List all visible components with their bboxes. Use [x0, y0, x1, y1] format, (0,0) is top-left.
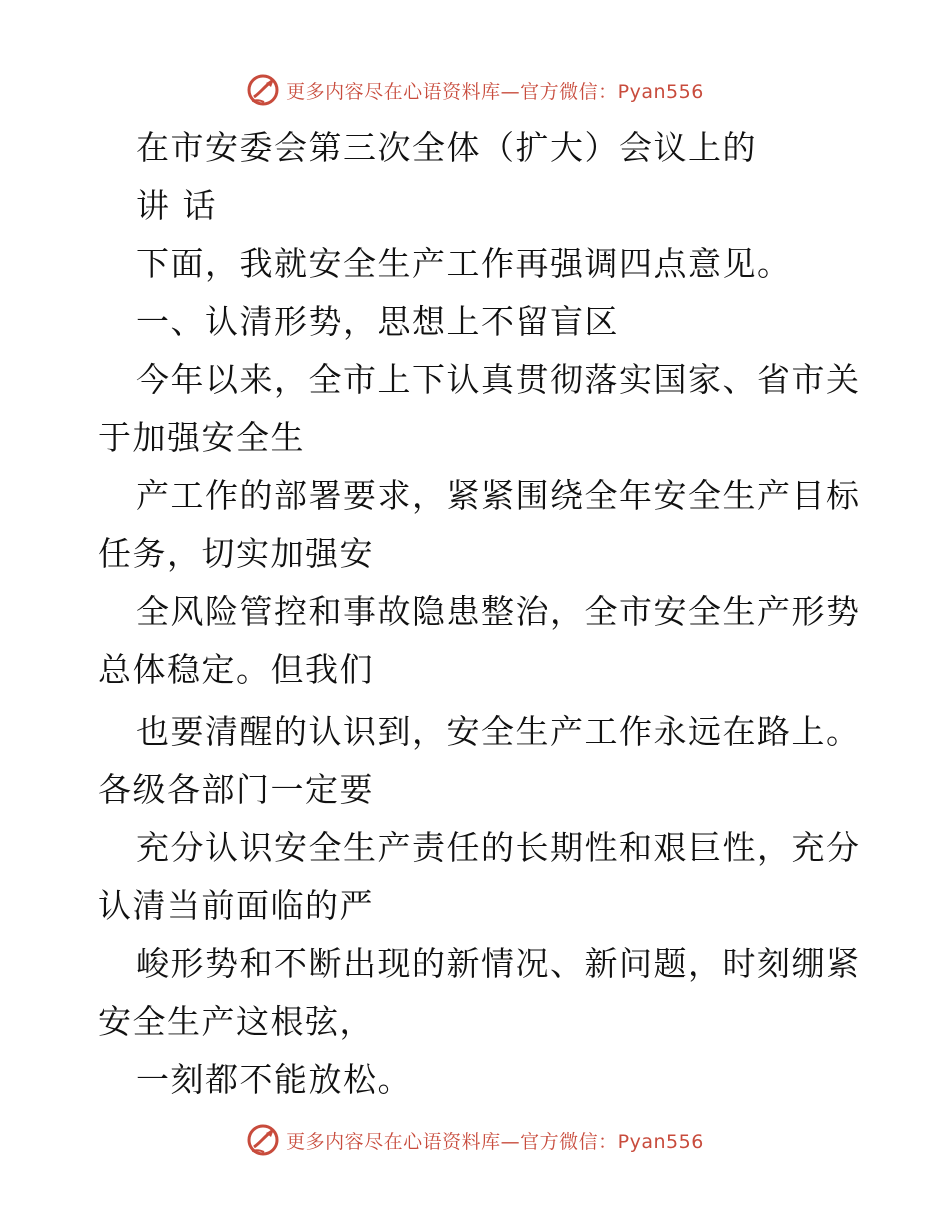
paragraph-line: 全风险管控和事故隐患整治，全市安全生产形势 [136, 592, 861, 631]
paragraph-line: 下面，我就安全生产工作再强调四点意见。 [136, 244, 792, 283]
header-banner [0, 70, 950, 110]
paragraph-line: 总体稳定。但我们 [98, 650, 374, 689]
banner-text: 更多内容尽在心语资料库—官方微信：Pyan556 [286, 1130, 704, 1153]
footer-banner-inner [246, 1123, 704, 1157]
ink-pen-logo-icon [246, 1123, 280, 1157]
paragraph-line: 充分认识安全生产责任的长期性和艰巨性，充分 [136, 828, 861, 867]
paragraph-line: 也要清醒的认识到，安全生产工作永远在路上。 [136, 712, 861, 751]
document-title-line-2: 讲 话 [136, 186, 217, 225]
paragraph-line: 认清当前面临的严 [98, 886, 374, 925]
paragraph-line: 一刻都不能放松。 [136, 1060, 412, 1099]
ink-pen-logo-icon [246, 73, 280, 107]
footer-banner [0, 1120, 950, 1160]
header-banner-inner [246, 73, 704, 107]
document-title-line-1: 在市安委会第三次全体（扩大）会议上的 [136, 128, 757, 167]
paragraph-line: 产工作的部署要求，紧紧围绕全年安全生产目标 [136, 476, 861, 515]
paragraph-line: 任务，切实加强安 [98, 534, 374, 573]
paragraph-line: 今年以来，全市上下认真贯彻落实国家、省市关 [136, 360, 861, 399]
paragraph-line: 各级各部门一定要 [98, 770, 374, 809]
paragraph-line: 峻形势和不断出现的新情况、新问题，时刻绷紧 [136, 944, 861, 983]
section-heading: 一、认清形势，思想上不留盲区 [136, 302, 619, 341]
banner-text: 更多内容尽在心语资料库—官方微信：Pyan556 [286, 80, 704, 103]
paragraph-line: 于加强安全生 [98, 418, 305, 457]
paragraph-line: 安全生产这根弦， [98, 1002, 374, 1041]
